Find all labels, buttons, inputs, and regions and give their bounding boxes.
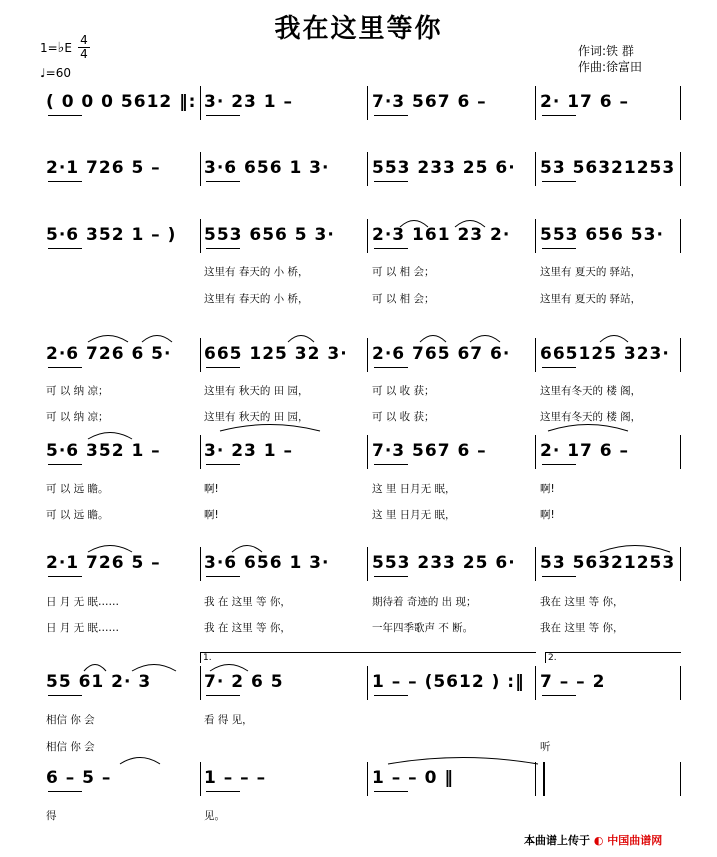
bar-line: [680, 547, 681, 581]
lyric-line: 可 以 相 会；: [372, 293, 435, 305]
beam-underline: [206, 695, 240, 696]
notation-measure: 5·6 352 1 –: [46, 441, 161, 461]
beam-underline: [206, 576, 240, 577]
notation-measure: 3·6 656 1 3·: [204, 553, 330, 573]
beam-underline: [374, 791, 408, 792]
notation-measure: 665125 323·: [540, 344, 670, 364]
beam-underline: [374, 695, 408, 696]
bar-line: [680, 152, 681, 186]
bar-line: [200, 338, 201, 372]
slur-arc: [220, 422, 320, 432]
notation-measure: 7·3 567 6 –: [372, 92, 487, 112]
site-logo-icon: ◐: [593, 834, 604, 847]
lyric-line: 啊!: [540, 509, 555, 521]
slur-arc: [455, 218, 485, 228]
bar-line: [535, 152, 536, 186]
lyric-line: 我在 这里 等 你，: [540, 622, 624, 634]
time-signature: [78, 34, 90, 61]
beam-underline: [542, 115, 576, 116]
beam-underline: [48, 248, 82, 249]
lyric-line: 相信 你 会: [46, 741, 95, 753]
beam-underline: [206, 181, 240, 182]
lyric-line: 可 以 收 获；: [372, 411, 435, 423]
bar-line: [535, 762, 536, 796]
slur-arc: [84, 662, 106, 672]
beam-underline: [374, 181, 408, 182]
notation-measure: 1 – – 0 ‖: [372, 768, 454, 788]
bar-line: [200, 435, 201, 469]
notation-measure: 3· 23 1 –: [204, 92, 294, 112]
first-ending-bracket: [200, 652, 536, 663]
beam-underline: [206, 367, 240, 368]
lyric-line: 我 在 这里 等 你，: [204, 596, 291, 608]
notation-measure: 53 56321253: [540, 553, 676, 573]
watermark-prefix: 本曲谱上传于: [524, 834, 590, 847]
slur-arc: [88, 333, 128, 343]
slur-arc: [88, 543, 132, 553]
second-ending-label: 2.: [548, 653, 557, 663]
lyric-line: 可 以 收 获；: [372, 385, 435, 397]
notation-measure: 1 – – –: [204, 768, 267, 788]
second-ending-bracket: [545, 652, 681, 663]
notation-measure: 53 56321253: [540, 158, 676, 178]
beam-underline: [374, 576, 408, 577]
bar-line: [200, 762, 201, 796]
bar-line: [535, 338, 536, 372]
beam-underline: [48, 115, 82, 116]
slur-arc: [548, 422, 628, 432]
tempo-value: =60: [45, 66, 71, 80]
beam-underline: [48, 181, 82, 182]
lyricist-credit: 作词:铁 群: [578, 44, 634, 58]
bar-line: [680, 666, 681, 700]
notation-measure: ( 0 0 0 5612 ‖:: [46, 92, 197, 112]
notation-measure: 55 61 2· 3: [46, 672, 152, 692]
notation-measure: 7·3 567 6 –: [372, 441, 487, 461]
slur-arc: [600, 543, 670, 553]
beam-underline: [542, 695, 576, 696]
watermark-site: 中国曲谱网: [607, 834, 663, 847]
notation-measure: 2·1 726 5 –: [46, 158, 161, 178]
notation-measure: 2·6 726 6 5·: [46, 344, 172, 364]
bar-line: [680, 435, 681, 469]
lyric-line: 这 里 日月无 眠，: [372, 483, 456, 495]
lyric-line: 这里有冬天的 楼 阁，: [540, 411, 642, 423]
bar-line: [367, 762, 368, 796]
notation-measure: 665 125 32 3·: [204, 344, 348, 364]
bar-line: [535, 86, 536, 120]
beam-underline: [542, 367, 576, 368]
bar-line: [200, 547, 201, 581]
beam-underline: [374, 115, 408, 116]
lyric-line: 啊!: [204, 483, 219, 495]
tempo-mark: [40, 66, 71, 80]
lyric-line: 可 以 远 瞻。: [46, 509, 109, 521]
lyric-line: 看 得 见，: [204, 714, 253, 726]
beam-underline: [374, 367, 408, 368]
bar-line: [200, 219, 201, 253]
lyric-line: 听: [540, 741, 551, 753]
beam-underline: [48, 367, 82, 368]
slur-arc: [132, 662, 176, 672]
time-bottom: 4: [78, 47, 90, 61]
beam-underline: [206, 248, 240, 249]
bar-line: [367, 666, 368, 700]
watermark: [524, 832, 662, 848]
bar-line: [200, 152, 201, 186]
lyric-line: 可 以 纳 凉；: [46, 385, 109, 397]
notation-measure: 2· 17 6 –: [540, 92, 630, 112]
flat-sign: ♭: [57, 40, 65, 56]
slur-arc: [120, 755, 160, 765]
quarter-note-icon: ♩: [40, 66, 46, 80]
notation-measure: 1 – – (5612 ) :‖: [372, 672, 525, 692]
lyric-line: 日 月 无 眠……: [46, 596, 120, 608]
notation-measure: 553 656 5 3·: [204, 225, 335, 245]
notation-measure: 3·6 656 1 3·: [204, 158, 330, 178]
notation-measure: 5·6 352 1 – ): [46, 225, 177, 245]
bar-line: [200, 86, 201, 120]
lyric-line: 啊!: [204, 509, 219, 521]
bar-line: [367, 547, 368, 581]
beam-underline: [542, 248, 576, 249]
notation-measure: 553 233 25 6·: [372, 158, 516, 178]
slur-arc: [600, 333, 628, 343]
beam-underline: [206, 464, 240, 465]
slur-arc: [232, 543, 262, 553]
lyric-line: 这里有冬天的 楼 阁，: [540, 385, 642, 397]
lyric-line: 这里有 春天的 小 桥，: [204, 266, 309, 278]
bar-line: [535, 435, 536, 469]
beam-underline: [48, 464, 82, 465]
lyric-line: 可 以 相 会；: [372, 266, 435, 278]
notation-measure: 553 656 53·: [540, 225, 664, 245]
lyric-line: 期待着 奇迹的 出 现；: [372, 596, 477, 608]
notation-measure: 7 – – 2: [540, 672, 606, 692]
key-signature: [40, 40, 72, 56]
bar-line: [680, 86, 681, 120]
bar-line: [367, 86, 368, 120]
beam-underline: [48, 695, 82, 696]
lyric-line: 一年四季歌声 不 断。: [372, 622, 474, 634]
lyric-line: 我在 这里 等 你，: [540, 596, 624, 608]
notation-measure: 2· 17 6 –: [540, 441, 630, 461]
bar-line: [680, 219, 681, 253]
bar-line: [367, 152, 368, 186]
bar-line: [367, 435, 368, 469]
time-top: 4: [80, 33, 88, 47]
slur-arc: [420, 333, 446, 343]
notation-measure: 7· 2 6 5: [204, 672, 284, 692]
beam-underline: [374, 464, 408, 465]
slur-arc: [210, 662, 248, 672]
lyric-line: 这里有 秋天的 田 园，: [204, 385, 309, 397]
notation-measure: 553 233 25 6·: [372, 553, 516, 573]
notation-measure: 2·3 161 23 2·: [372, 225, 511, 245]
lyric-line: 可 以 纳 凉；: [46, 411, 109, 423]
lyric-line: 这里有 春天的 小 桥，: [204, 293, 309, 305]
final-barline: [543, 762, 545, 796]
bar-line: [367, 219, 368, 253]
slur-arc: [88, 430, 132, 440]
composer-credit: 作曲:徐富田: [578, 60, 643, 74]
lyric-line: 日 月 无 眠……: [46, 622, 120, 634]
beam-underline: [374, 248, 408, 249]
bar-line: [535, 219, 536, 253]
page-title: 我在这里等你: [274, 14, 443, 44]
lyric-line: 这里有 夏天的 驿站，: [540, 266, 642, 278]
lyric-line: 啊!: [540, 483, 555, 495]
lyric-line: 可 以 远 瞻。: [46, 483, 109, 495]
slur-arc: [388, 755, 538, 765]
key-letter: E: [64, 41, 72, 55]
beam-underline: [542, 181, 576, 182]
lyric-line: 这里有 秋天的 田 园，: [204, 411, 309, 423]
bar-line: [367, 338, 368, 372]
slur-arc: [470, 333, 500, 343]
lyric-line: 我 在 这里 等 你，: [204, 622, 291, 634]
bar-line: [535, 547, 536, 581]
bar-line: [680, 762, 681, 796]
beam-underline: [542, 464, 576, 465]
bar-line: [535, 666, 536, 700]
beam-underline: [48, 576, 82, 577]
beam-underline: [206, 115, 240, 116]
first-ending-label: 1.: [203, 653, 212, 663]
lyric-line: 这里有 夏天的 驿站，: [540, 293, 642, 305]
key-label: 1=: [40, 41, 58, 55]
lyric-line: 见。: [204, 810, 225, 822]
notation-measure: 3· 23 1 –: [204, 441, 294, 461]
notation-measure: 2·1 726 5 –: [46, 553, 161, 573]
lyric-line: 相信 你 会: [46, 714, 95, 726]
slur-arc: [142, 333, 172, 343]
slur-arc: [400, 218, 428, 228]
lyric-line: 这 里 日月无 眠，: [372, 509, 456, 521]
notation-measure: 6 – 5 –: [46, 768, 112, 788]
bar-line: [680, 338, 681, 372]
slur-arc: [288, 333, 314, 343]
beam-underline: [542, 576, 576, 577]
beam-underline: [206, 791, 240, 792]
bar-line: [200, 666, 201, 700]
lyric-line: 得: [46, 810, 57, 822]
notation-measure: 2·6 765 67 6·: [372, 344, 511, 364]
beam-underline: [48, 791, 82, 792]
